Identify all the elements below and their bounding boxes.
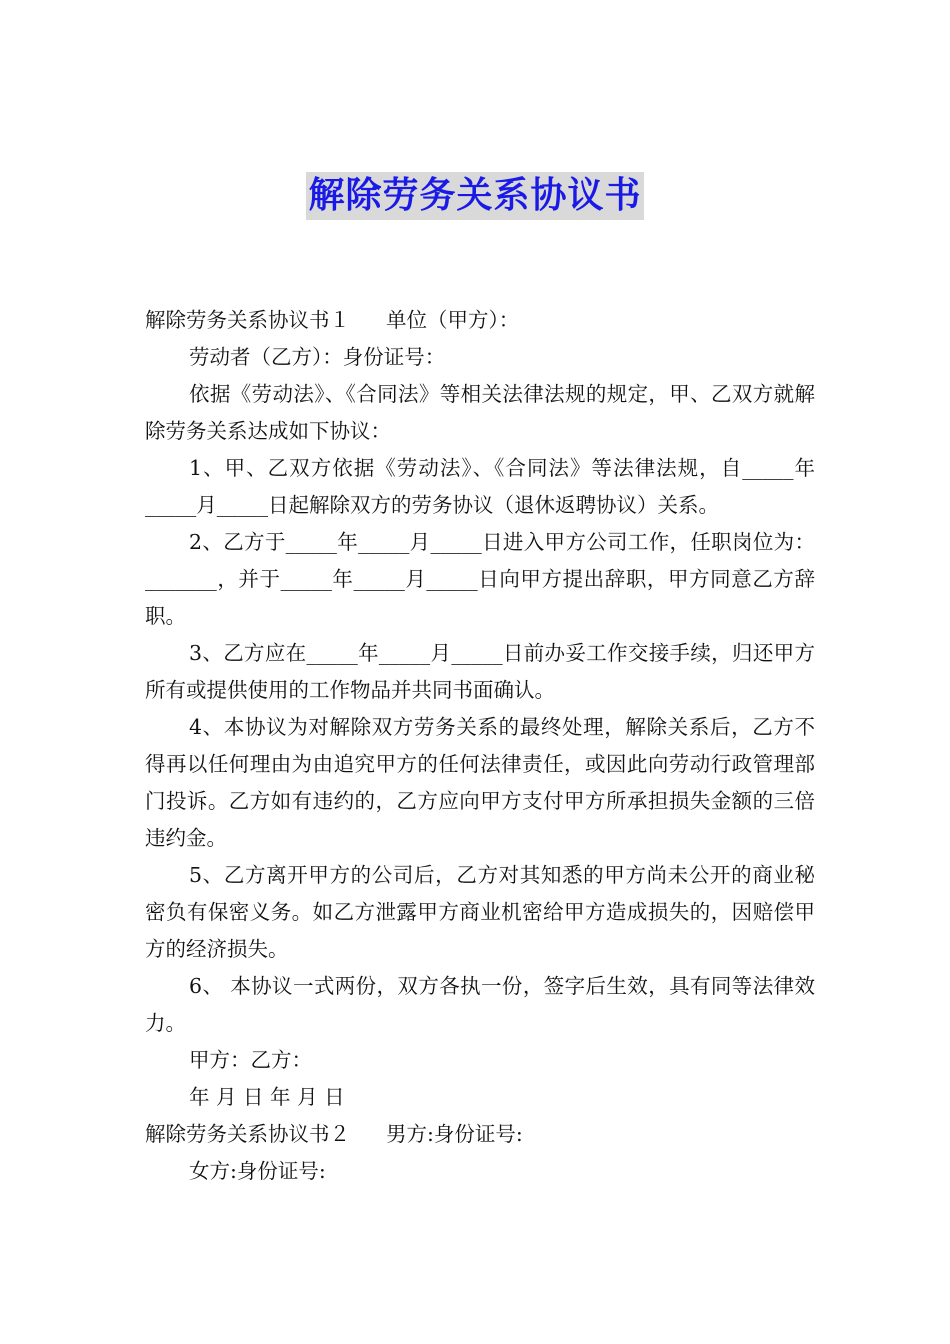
paragraph-text: 5、乙方离开甲方的公司后，乙方对其知悉的甲方尚未公开的商业秘密负有保密义务。如乙方泄露甲方商业机密给甲方造成损失的，因赔偿甲方的经济损失。 [145, 863, 815, 961]
paragraph [145, 1153, 815, 1190]
paragraph-text: 女方:身份证号: [189, 1159, 326, 1183]
paragraph-text: 3、乙方应在_____年_____月_____日前办妥工作交接手续，归还甲方所有或提供使用的工作物品并共同书面确认。 [145, 641, 815, 702]
paragraph [145, 1116, 815, 1153]
paragraph-text: 1、甲、乙双方依据《劳动法》、《合同法》等法律法规，自_____年_____月_____日起解除双方的劳务协议（退休返聘协议）关系。 [145, 456, 815, 517]
paragraph [145, 1079, 815, 1116]
paragraph [145, 709, 815, 857]
paragraph [145, 524, 815, 635]
document-body [145, 302, 815, 1190]
document-title: 解除劳务关系协议书 [306, 172, 643, 220]
paragraph [145, 339, 815, 376]
paragraph-text: 解除劳务关系协议书２ [145, 1122, 350, 1146]
paragraph-text: 劳动者（乙方）：身份证号： [189, 345, 446, 369]
paragraph [145, 450, 815, 524]
paragraph-text: 2、乙方于_____年_____月_____日进入甲方公司工作，任职岗位为：_______，并于_____年_____月_____日向甲方提出辞职，甲方同意乙方辞职。 [145, 530, 815, 628]
title-wrap [0, 172, 950, 220]
paragraph [145, 1042, 815, 1079]
paragraph [145, 968, 815, 1042]
paragraph [145, 857, 815, 968]
paragraph [145, 302, 815, 339]
paragraph-text: 甲方：乙方： [189, 1048, 312, 1072]
paragraph-text: 年 月 日 年 月 日 [189, 1085, 345, 1109]
paragraph-tail-text: 男方:身份证号: [386, 1122, 523, 1146]
paragraph-text: 依据《劳动法》、《合同法》等相关法律法规的规定，甲、乙双方就解除劳务关系达成如下协议： [145, 382, 815, 443]
paragraph-tail-text: 单位（甲方）： [386, 308, 520, 332]
paragraph-text: 4、本协议为对解除双方劳务关系的最终处理，解除关系后，乙方不得再以任何理由为由追究甲方的任何法律责任，或因此向劳动行政管理部门投诉。乙方如有违约的，乙方应向甲方支付甲方所承担损失金额的三倍违约金。 [145, 715, 815, 850]
paragraph-text: 6、 本协议一式两份，双方各执一份，签字后生效，具有同等法律效力。 [145, 974, 815, 1035]
paragraph [145, 635, 815, 709]
paragraph [145, 376, 815, 450]
paragraph-text: 解除劳务关系协议书１ [145, 308, 350, 332]
